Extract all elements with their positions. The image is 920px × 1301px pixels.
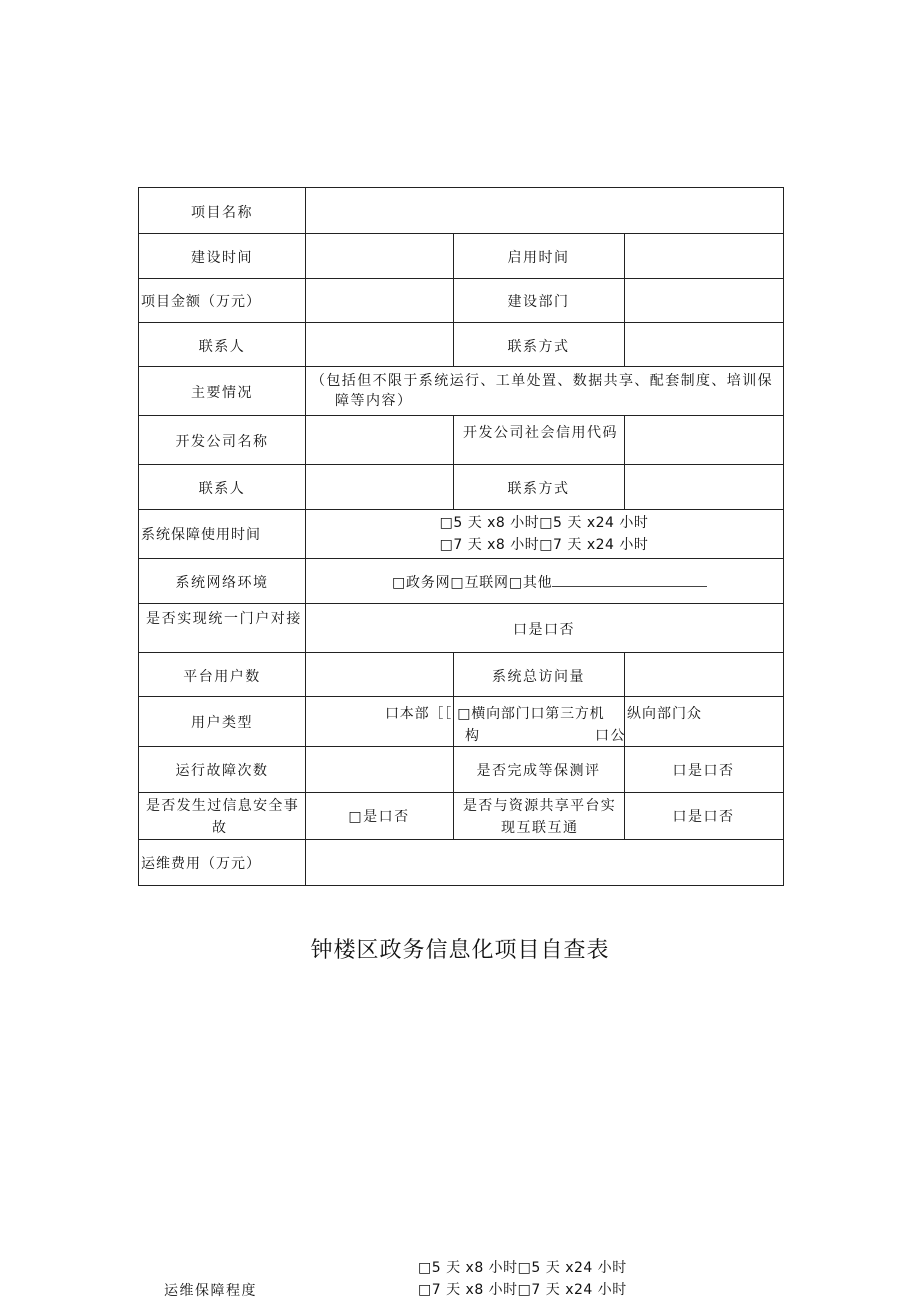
label-security-eval: 是否完成等保测评 bbox=[476, 763, 601, 779]
label-main-situation: 主要情况 bbox=[191, 385, 253, 401]
security-eval-options[interactable]: 口是口否 bbox=[672, 763, 735, 779]
user-type-options-vertical[interactable]: 纵向部门众 bbox=[627, 706, 702, 722]
label-contact-method: 联系方式 bbox=[507, 339, 570, 355]
self-check-form-table bbox=[138, 187, 784, 886]
row-divider bbox=[139, 233, 783, 234]
row-divider bbox=[139, 366, 783, 367]
label-project-name: 项目名称 bbox=[191, 205, 253, 221]
row-divider bbox=[139, 558, 783, 559]
security-incident-options[interactable]: □是口否 bbox=[348, 809, 410, 825]
label-network-env: 系统网络环境 bbox=[175, 575, 269, 591]
label-maintenance-level: 运维保障程度 bbox=[164, 1283, 257, 1299]
row-divider bbox=[139, 322, 783, 323]
label-portal: 是否实现统一门户对接 bbox=[146, 611, 302, 627]
guarantee-options-line1[interactable]: □5 天 x8 小时□5 天 x24 小时 bbox=[439, 515, 649, 531]
label-build-time: 建设时间 bbox=[191, 250, 253, 266]
label-guarantee-time: 系统保障使用时间 bbox=[141, 527, 261, 543]
label-resource-share-line2: 现互联互通 bbox=[501, 820, 579, 836]
row-divider bbox=[139, 746, 783, 747]
label-start-time: 启用时间 bbox=[507, 250, 570, 266]
label-dev-company: 开发公司名称 bbox=[175, 434, 269, 450]
label-build-dept: 建设部门 bbox=[507, 294, 570, 310]
row-divider bbox=[139, 464, 783, 465]
label-contact: 联系人 bbox=[198, 481, 246, 497]
row-divider bbox=[139, 278, 783, 279]
row-divider bbox=[139, 603, 783, 604]
user-type-options-line1[interactable]: 口本部［［ □横向部门口第三方机 bbox=[385, 706, 605, 722]
row-divider bbox=[139, 652, 783, 653]
maintenance-level-options-line1[interactable]: □5 天 x8 小时□5 天 x24 小时 bbox=[418, 1260, 627, 1276]
label-resource-share: 是否与资源共享平台实 bbox=[463, 798, 616, 814]
maintenance-level-options-line2[interactable]: □7 天 x8 小时□7 天 x24 小时 bbox=[418, 1282, 627, 1298]
col-divider bbox=[624, 233, 625, 366]
label-user-type: 用户类型 bbox=[191, 715, 253, 731]
resource-share-options[interactable]: 口是口否 bbox=[672, 809, 735, 825]
label-project-amount: 项目金额（万元） bbox=[141, 294, 261, 310]
label-dev-credit-code: 开发公司社会信用代码 bbox=[463, 425, 618, 441]
other-input-line[interactable] bbox=[552, 574, 707, 587]
row-divider bbox=[139, 509, 783, 510]
label-security-incident: 是否发生过信息安全事 bbox=[146, 798, 299, 814]
portal-options[interactable]: 口是口否 bbox=[513, 622, 575, 638]
label-maintenance-cost: 运维费用（万元） bbox=[141, 856, 261, 872]
user-type-options-line2b[interactable]: 口公 bbox=[595, 728, 626, 744]
label-user-count: 平台用户数 bbox=[183, 669, 261, 685]
label-total-visits: 系统总访问量 bbox=[492, 669, 585, 685]
row-divider bbox=[139, 415, 783, 416]
row-divider bbox=[139, 792, 783, 793]
label-contact: 联系人 bbox=[198, 339, 246, 355]
label-security-incident-line2: 故 bbox=[212, 820, 228, 836]
guarantee-options-line2[interactable]: □7 天 x8 小时□7 天 x24 小时 bbox=[439, 537, 649, 553]
main-situation-hint-line2: 障等内容） bbox=[335, 393, 413, 409]
row-divider bbox=[139, 839, 783, 840]
label-fault-count: 运行故障次数 bbox=[175, 763, 269, 779]
col-divider bbox=[624, 415, 625, 509]
main-situation-hint-line1: （包括但不限于系统运行、工单处置、数据共享、配套制度、培训保 bbox=[311, 373, 773, 389]
page-title: 钟楼区政务信息化项目自查表 bbox=[310, 938, 610, 963]
user-type-options-line2[interactable]: 构 bbox=[465, 728, 481, 744]
network-options[interactable]: □政务网□互联网□其他 bbox=[392, 572, 707, 592]
row-divider bbox=[139, 696, 783, 697]
label-contact-method: 联系方式 bbox=[507, 481, 570, 497]
